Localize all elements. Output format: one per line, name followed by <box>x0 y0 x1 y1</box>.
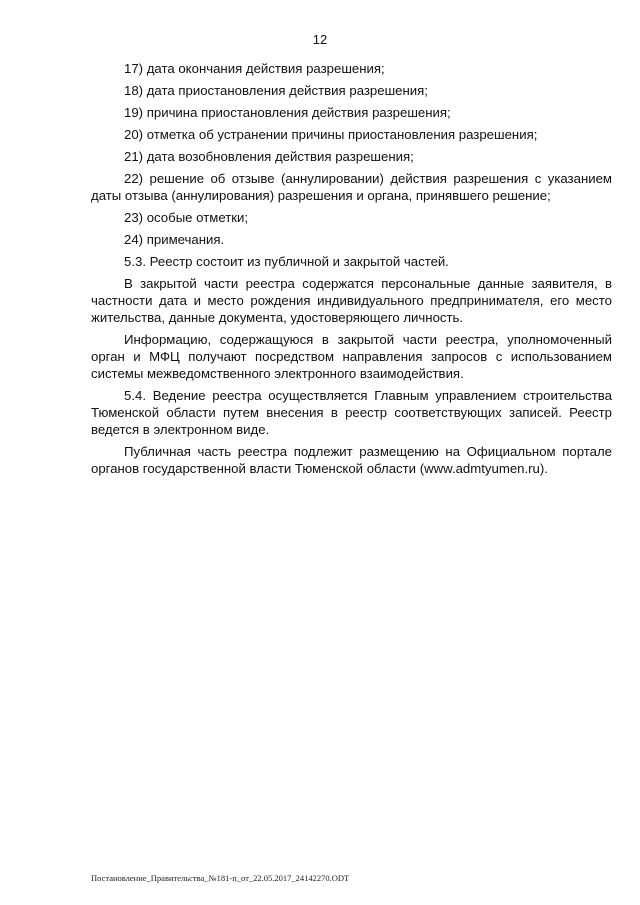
paragraph-item-21: 21) дата возобновления действия разрешения; <box>124 149 414 164</box>
paragraph-public-part: Публичная часть реестра подлежит размещению на Официальном портале органов государственной власти Тюменской области (www.admtyumen.ru). <box>91 444 612 476</box>
paragraph-item-23: 23) особые отметки; <box>124 210 249 225</box>
document-footer: Постановление_Правительства_№181-п_от_22.05.2017_24142270.ODT <box>91 873 350 883</box>
paragraph-item-19: 19) причина приостановления действия разрешения; <box>124 105 451 120</box>
paragraph-section-5-3: 5.3. Реестр состоит из публичной и закрытой частей. <box>124 254 449 269</box>
paragraph-item-18: 18) дата приостановления действия разрешения; <box>124 83 428 98</box>
paragraph-section-5-4: 5.4. Ведение реестра осуществляется Главным управлением строительства Тюменской области путем внесения в реестр соответствующих записей. Реестр ведется в электронном виде. <box>91 388 612 437</box>
paragraph-item-20: 20) отметка об устранении причины приостановления разрешения; <box>124 127 538 142</box>
paragraph-item-22: 22) решение об отзыве (аннулировании) действия разрешения с указанием даты отзыва (аннулирования) разрешения и органа, принявшего решение; <box>91 171 612 203</box>
document-body <box>91 60 612 482</box>
paragraph-item-17: 17) дата окончания действия разрешения; <box>124 61 385 76</box>
paragraph-item-24: 24) примечания. <box>124 232 225 247</box>
paragraph-closed-part: В закрытой части реестра содержатся персональные данные заявителя, в частности дата и место рождения индивидуального предпринимателя, его место жительства, данные документа, удостоверяющего личность. <box>91 276 612 325</box>
page-number: 12 <box>312 32 328 47</box>
paragraph-closed-part-access: Информацию, содержащуюся в закрытой части реестра, уполномоченный орган и МФЦ получают посредством направления запросов с использованием системы межведомственного электронного взаимодействия. <box>91 332 612 381</box>
